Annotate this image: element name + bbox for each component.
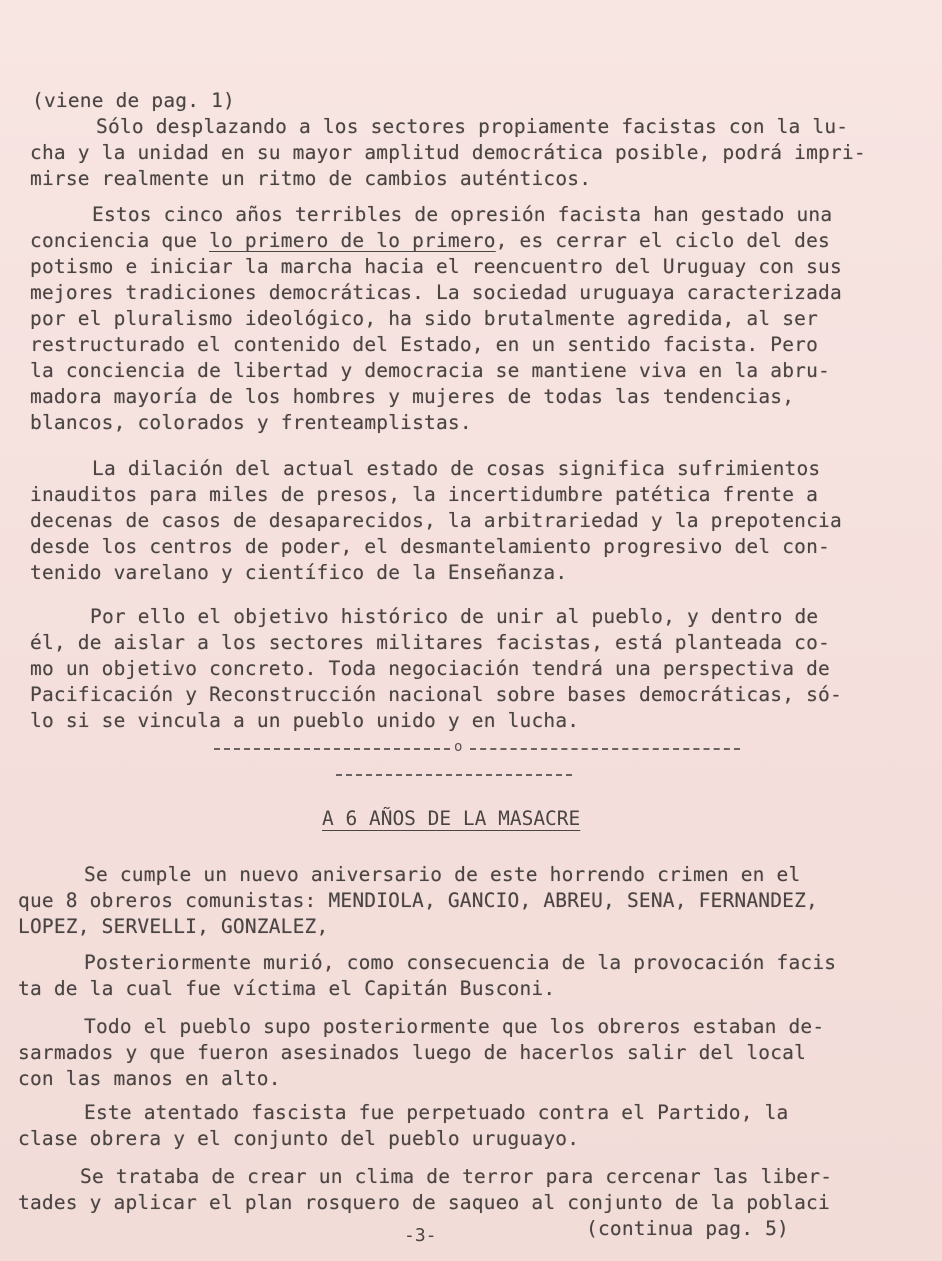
p3-line-5: tenido varelano y científico de la Enseñanza. bbox=[30, 561, 568, 584]
p3-line-1: La dilación del actual estado de cosas significa sufrimientos bbox=[92, 457, 821, 480]
p2-line-6: restructurado el contenido del Estado, en un sentido facista. Pero bbox=[30, 333, 819, 356]
p2-line-5: por el pluralismo ideológico, ha sido brutalmente agredida, al ser bbox=[30, 307, 819, 330]
p3-line-2: inauditos para miles de presos, la incertidumbre patética frente a bbox=[30, 483, 819, 506]
s4-line-2: clase obrera y el conjunto del pueblo uruguayo. bbox=[18, 1127, 580, 1150]
separator-rule-left bbox=[214, 748, 450, 750]
emphasis-underlined: lo primero de lo primero bbox=[209, 229, 496, 252]
s2-line-1: Posteriormente murió, como consecuencia de la provocación facis bbox=[84, 951, 837, 974]
p2-line-2 bbox=[30, 228, 830, 254]
s2-line-2: ta de la cual fue víctima el Capitán Busconi. bbox=[18, 977, 556, 1000]
p2-line-2-end: , es cerrar el ciclo del des bbox=[495, 229, 830, 252]
s4-line-1: Este atentado fascista fue perpetuado contra el Partido, la bbox=[84, 1101, 789, 1124]
p4-line-3: mo un objetivo concreto. Toda negociación tendrá una perspectiva de bbox=[30, 657, 830, 680]
intro-line-1: Sólo desplazando a los sectores propiamente facistas con la lu- bbox=[96, 115, 849, 138]
intro-line-3: mirse realmente un ritmo de cambios auténticos. bbox=[30, 167, 592, 190]
p4-line-2: él, de aislar a los sectores militares facistas, está planteada co- bbox=[30, 631, 830, 654]
p3-line-3: decenas de casos de desaparecidos, la arbitrariedad y la prepotencia bbox=[30, 509, 842, 532]
p4-line-5: lo si se vincula a un pueblo unido y en lucha. bbox=[30, 709, 580, 732]
s3-line-1: Todo el pueblo supo posteriormente que los obreros estaban de- bbox=[84, 1015, 825, 1038]
separator-ornament: o bbox=[454, 739, 463, 755]
intro-line-2: cha y la unidad en su mayor amplitud democrática posible, podrá impri- bbox=[30, 141, 866, 164]
continued-from-note: (viene de pag. 1) bbox=[32, 89, 235, 112]
p2-line-8: madora mayoría de los hombres y mujeres de todas las tendencias, bbox=[30, 385, 795, 408]
section-title: A 6 AÑOS DE LA MASACRE bbox=[322, 807, 581, 830]
page-number: -3- bbox=[404, 1225, 437, 1246]
p2-line-4: mejores tradiciones democráticas. La sociedad uruguaya caracterizada bbox=[30, 281, 842, 304]
s5-line-1: Se trataba de crear un clima de terror para cercenar las liber- bbox=[80, 1165, 833, 1188]
continue-note: (continua pag. 5) bbox=[586, 1217, 789, 1240]
p3-line-4: desde los centros de poder, el desmantelamiento progresivo del con- bbox=[30, 535, 830, 558]
p2-line-7: la conciencia de libertad y democracia se mantiene viva en la abru- bbox=[30, 359, 830, 382]
p2-line-3: potismo e iniciar la marcha hacia el reencuentro del Uruguay con sus bbox=[30, 255, 842, 278]
p4-line-4: Pacificación y Reconstrucción nacional sobre bases democráticas, só- bbox=[30, 683, 842, 706]
s1-line-2: que 8 obreros comunistas: MENDIOLA, GANCIO, ABREU, SENA, FERNANDEZ, bbox=[18, 889, 818, 912]
p2-line-2-start: conciencia que bbox=[30, 229, 210, 252]
p2-line-9: blancos, colorados y frenteamplistas. bbox=[30, 411, 472, 434]
separator-rule-short bbox=[336, 774, 572, 776]
s3-line-2: sarmados y que fueron asesinados luego de hacerlos salir del local bbox=[18, 1041, 807, 1064]
p4-line-1: Por ello el objetivo histórico de unir al pueblo, y dentro de bbox=[90, 605, 819, 628]
s3-line-3: con las manos en alto. bbox=[18, 1067, 281, 1090]
p2-line-1: Estos cinco años terribles de opresión facista han gestado una bbox=[92, 203, 833, 226]
s1-line-3: LOPEZ, SERVELLI, GONZALEZ, bbox=[18, 915, 329, 938]
s1-line-1: Se cumple un nuevo aniversario de este horrendo crimen en el bbox=[84, 863, 801, 886]
s5-line-2: tades y aplicar el plan rosquero de saqueo al conjunto de la poblaci bbox=[18, 1191, 830, 1214]
separator-rule-right bbox=[470, 748, 740, 750]
